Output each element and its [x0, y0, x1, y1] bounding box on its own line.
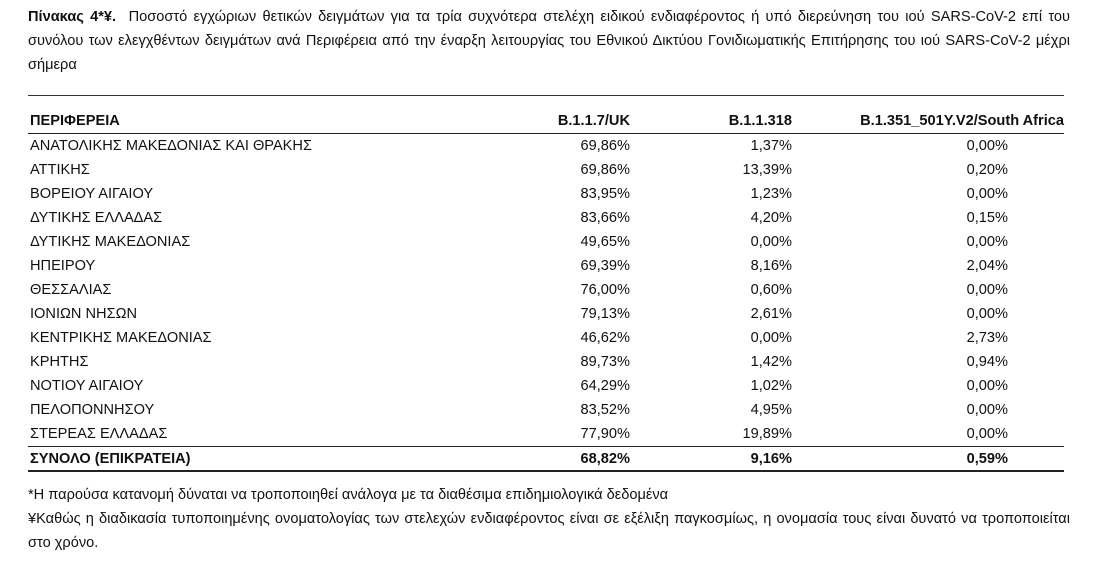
table-row	[28, 158, 1064, 182]
table-row	[28, 302, 1064, 326]
total-south-africa: 0,59%	[966, 450, 1008, 467]
cell-b11318: 8,16%	[750, 258, 792, 274]
total-b11318: 9,16%	[750, 450, 792, 467]
cell-b11318: 4,95%	[750, 402, 792, 418]
cell-region: ΗΠΕΙΡΟΥ	[30, 258, 96, 274]
cell-uk: 83,95%	[580, 186, 630, 202]
header-uk: B.1.1.7/UK	[557, 113, 630, 129]
cell-uk: 46,62%	[580, 330, 630, 346]
header-b11318: B.1.1.318	[728, 113, 792, 129]
table-row	[28, 422, 1064, 446]
cell-b11318: 0,00%	[750, 234, 792, 250]
cell-uk: 69,39%	[580, 258, 630, 274]
cell-b11318: 1,23%	[750, 186, 792, 202]
total-uk: 68,82%	[580, 450, 630, 467]
table-row	[28, 230, 1064, 254]
table-row	[28, 350, 1064, 374]
cell-south-africa: 0,94%	[966, 354, 1008, 370]
cell-south-africa: 2,73%	[966, 330, 1008, 346]
header-region: ΠΕΡΙΦΕΡΕΙΑ	[30, 113, 120, 129]
cell-south-africa: 0,00%	[966, 402, 1008, 418]
table-row	[28, 206, 1064, 230]
cell-region: ΑΝΑΤΟΛΙΚΗΣ ΜΑΚΕΔΟΝΙΑΣ ΚΑΙ ΘΡΑΚΗΣ	[30, 138, 312, 154]
cell-region: ΙΟΝΙΩΝ ΝΗΣΩΝ	[30, 306, 138, 322]
cell-region: ΠΕΛΟΠΟΝΝΗΣΟΥ	[30, 402, 155, 418]
cell-south-africa: 2,04%	[966, 258, 1008, 274]
cell-south-africa: 0,20%	[966, 162, 1008, 178]
table-header-row	[28, 109, 1064, 134]
cell-b11318: 1,42%	[750, 354, 792, 370]
cell-uk: 79,13%	[580, 306, 630, 322]
cell-region: ΝΟΤΙΟΥ ΑΙΓΑΙΟΥ	[30, 378, 144, 394]
table-row	[28, 134, 1064, 158]
cell-uk: 76,00%	[580, 282, 630, 298]
cell-south-africa: 0,00%	[966, 306, 1008, 322]
cell-b11318: 1,37%	[750, 138, 792, 154]
cell-b11318: 4,20%	[750, 210, 792, 226]
cell-uk: 89,73%	[580, 354, 630, 370]
table-total-row	[28, 446, 1064, 472]
cell-south-africa: 0,00%	[966, 378, 1008, 394]
cell-uk: 77,90%	[580, 426, 630, 442]
table-row	[28, 278, 1064, 302]
table-row	[28, 374, 1064, 398]
cell-uk: 64,29%	[580, 378, 630, 394]
cell-region: ΔΥΤΙΚΗΣ ΕΛΛΑΔΑΣ	[30, 210, 163, 226]
cell-uk: 69,86%	[580, 162, 630, 178]
cell-region: ΘΕΣΣΑΛΙΑΣ	[30, 282, 112, 298]
cell-region: ΒΟΡΕΙΟΥ ΑΙΓΑΙΟΥ	[30, 186, 154, 202]
cell-b11318: 0,00%	[750, 330, 792, 346]
footnotes	[28, 483, 1070, 555]
cell-region: ΚΕΝΤΡΙΚΗΣ ΜΑΚΕΔΟΝΙΑΣ	[30, 330, 212, 346]
footnote-yen: ¥Καθώς η διαδικασία τυποποιημένης ονοματολογίας των στελεχών ενδιαφέροντος είναι σε εξέλιξη παγκοσμίως, η ονομασία τους είναι δυνατό να τροποποιείται στο χρόνο.	[28, 511, 1070, 551]
cell-south-africa: 0,00%	[966, 426, 1008, 442]
table-row	[28, 182, 1064, 206]
footnote-asterisk: *Η παρούσα κατανομή δύναται να τροποποιηθεί ανάλογα με τα διαθέσιμα επιδημιολογικά δεδομένα	[28, 487, 669, 503]
table-caption	[28, 5, 1070, 77]
caption-prefix: Πίνακας 4*¥.	[28, 9, 117, 25]
variants-table	[28, 95, 1064, 472]
cell-uk: 69,86%	[580, 138, 630, 154]
total-label: ΣΥΝΟΛΟ (ΕΠΙΚΡΑΤΕΙΑ)	[30, 450, 191, 467]
cell-b11318: 19,89%	[742, 426, 792, 442]
cell-region: ΔΥΤΙΚΗΣ ΜΑΚΕΔΟΝΙΑΣ	[30, 234, 191, 250]
cell-b11318: 1,02%	[750, 378, 792, 394]
cell-b11318: 2,61%	[750, 306, 792, 322]
cell-uk: 83,66%	[580, 210, 630, 226]
table-body	[28, 134, 1064, 446]
cell-south-africa: 0,15%	[966, 210, 1008, 226]
cell-b11318: 0,60%	[750, 282, 792, 298]
header-south-africa: B.1.351_501Y.V2/South Africa	[860, 113, 1064, 129]
cell-south-africa: 0,00%	[966, 282, 1008, 298]
cell-region: ΣΤΕΡΕΑΣ ΕΛΛΑΔΑΣ	[30, 426, 168, 442]
cell-uk: 49,65%	[580, 234, 630, 250]
cell-region: ΑΤΤΙΚΗΣ	[30, 162, 90, 178]
table-row	[28, 254, 1064, 278]
cell-uk: 83,52%	[580, 402, 630, 418]
table-row	[28, 326, 1064, 350]
cell-south-africa: 0,00%	[966, 186, 1008, 202]
caption-text: Ποσοστό εγχώριων θετικών δειγμάτων για τα τρία συχνότερα στελέχη ειδικού ενδιαφέροντος ή υπό διερεύνηση του ιού SARS-CoV-2 επί του συνόλου των ελεγχθέντων δειγμάτων ανά Περιφέρεια από την έναρξη λειτουργίας του Εθνικού Δικτύου Γονιδιωματικής Επιτήρησης του ιού SARS-CoV-2 μέχρι σήμερα	[28, 9, 1070, 73]
cell-south-africa: 0,00%	[966, 234, 1008, 250]
cell-region: ΚΡΗΤΗΣ	[30, 354, 89, 370]
cell-b11318: 13,39%	[742, 162, 792, 178]
table-row	[28, 398, 1064, 422]
cell-south-africa: 0,00%	[966, 138, 1008, 154]
